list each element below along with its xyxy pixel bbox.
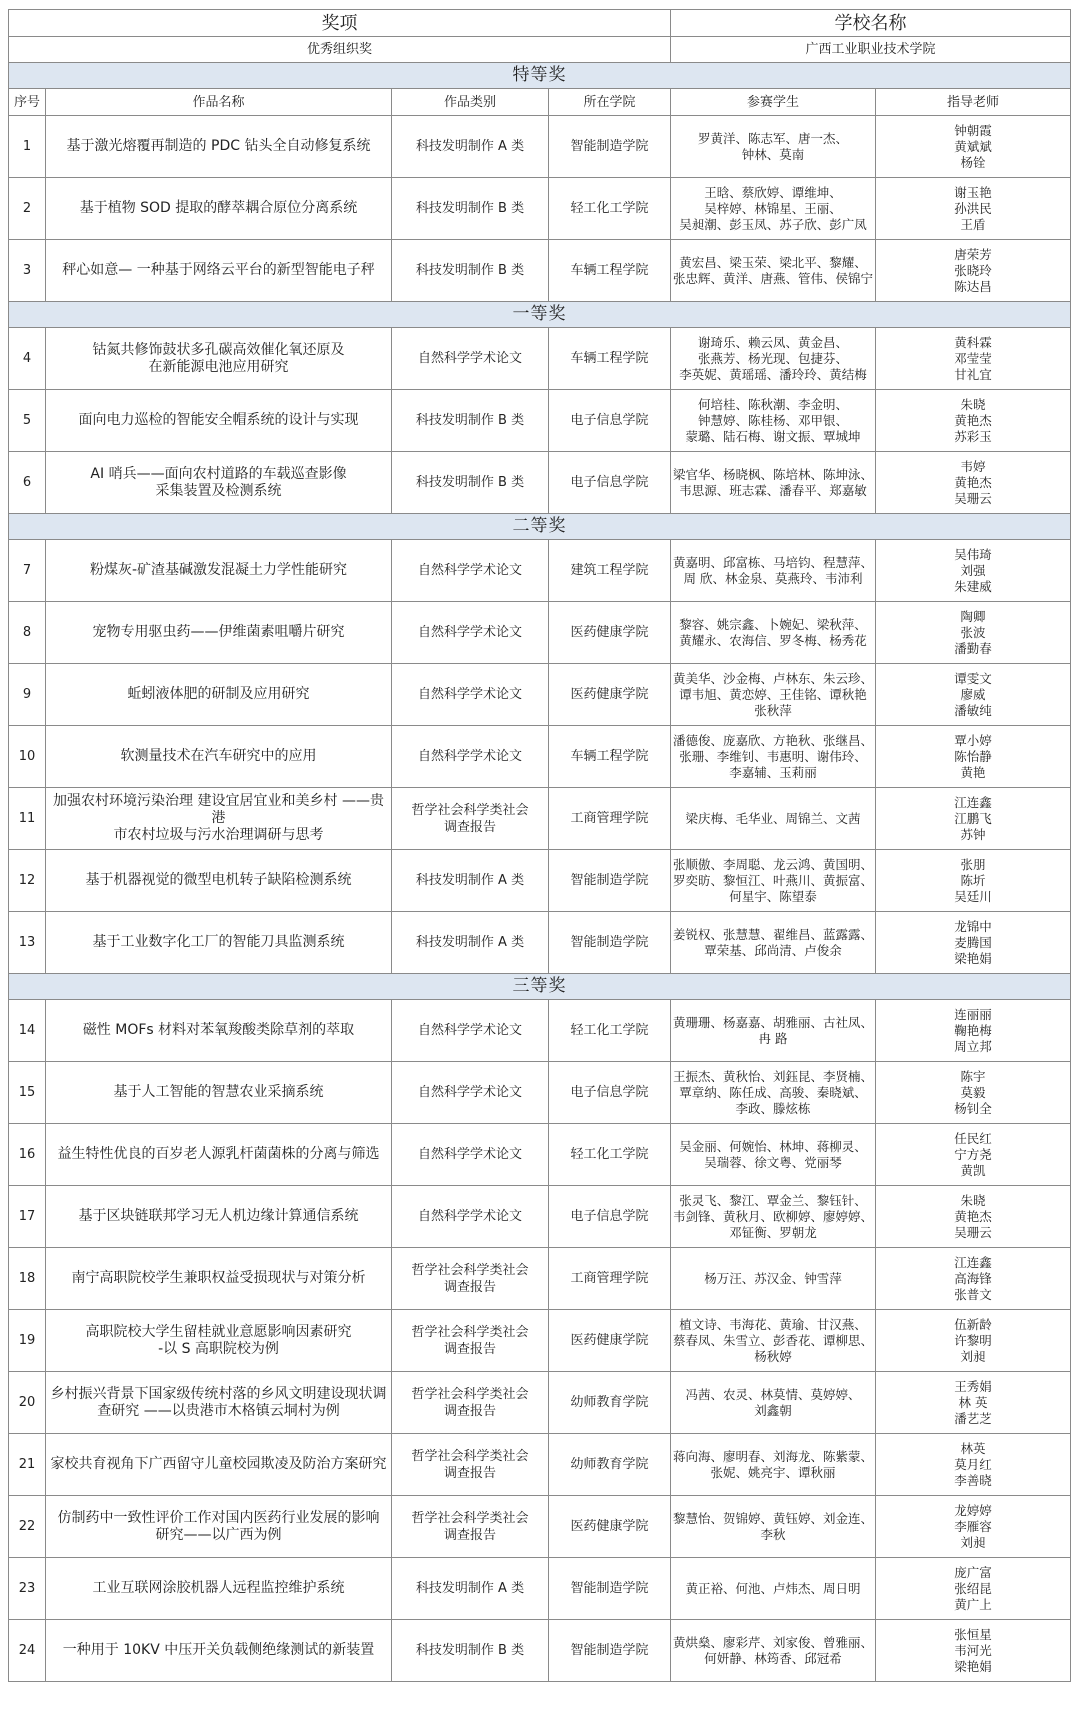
cell-teachers: 任民红 宁方尧 黄凯: [876, 1124, 1071, 1186]
table-row: [9, 1186, 1071, 1248]
cell-students: 何培桂、陈秋潮、李金明、 钟慧婷、陈桂杨、邓甲银、 蒙璐、陆石梅、谢文振、覃城坤: [671, 390, 876, 452]
award-label: 奖项: [9, 10, 671, 37]
cell-name: 基于工业数字化工厂的智能刀具监测系统: [46, 912, 392, 974]
cell-idx: 24: [9, 1620, 46, 1682]
table-row: [9, 452, 1071, 514]
cell-name: 软测量技术在汽车研究中的应用: [46, 726, 392, 788]
cell-idx: 3: [9, 240, 46, 302]
cell-teachers: 朱晓 黄艳杰 吴珊云: [876, 1186, 1071, 1248]
cell-name: 基于植物 SOD 提取的酵萃耦合原位分离系统: [46, 178, 392, 240]
cell-students: 黄正裕、何池、卢炜杰、周日明: [671, 1558, 876, 1620]
cell-type: 自然科学学术论文: [392, 1186, 549, 1248]
cell-idx: 18: [9, 1248, 46, 1310]
column-header-name: 作品名称: [46, 89, 392, 116]
table-row: [9, 1310, 1071, 1372]
cell-name: 高职院校大学生留桂就业意愿影响因素研究 -以 S 高职院校为例: [46, 1310, 392, 1372]
cell-school: 轻工化工学院: [549, 1124, 671, 1186]
cell-students: 黄珊珊、杨嘉嘉、胡雅丽、古社凤、 冉 路: [671, 1000, 876, 1062]
table-row: [9, 116, 1071, 178]
cell-name: 仿制药中一致性评价工作对国内医药行业发展的影响 研究——以广西为例: [46, 1496, 392, 1558]
section-header-row: [9, 302, 1071, 328]
cell-idx: 4: [9, 328, 46, 390]
table-row: [9, 912, 1071, 974]
column-header-students: 参赛学生: [671, 89, 876, 116]
cell-students: 植文诗、韦海花、黄瑜、甘汉燕、 蔡春凤、朱雪立、彭香花、谭柳思、 杨秋婷: [671, 1310, 876, 1372]
cell-type: 哲学社会科学类社会 调查报告: [392, 1310, 549, 1372]
cell-name: 基于区块链联邦学习无人机边缘计算通信系统: [46, 1186, 392, 1248]
cell-type: 自然科学学术论文: [392, 602, 549, 664]
cell-name: 蚯蚓液体肥的研制及应用研究: [46, 664, 392, 726]
cell-school: 工商管理学院: [549, 1248, 671, 1310]
cell-idx: 11: [9, 788, 46, 850]
cell-students: 王晗、蔡欣婷、谭维坤、 吴梓婷、林锦星、王丽、 吴昶潮、彭玉凤、苏子欣、彭广凤: [671, 178, 876, 240]
table-row: [9, 240, 1071, 302]
award-table: [8, 9, 1071, 1682]
cell-school: 医药健康学院: [549, 1310, 671, 1372]
cell-teachers: 覃小婷 陈怡静 黄艳: [876, 726, 1071, 788]
section-title: 二等奖: [9, 514, 1071, 540]
cell-type: 自然科学学术论文: [392, 1124, 549, 1186]
cell-students: 蒋向海、廖明春、刘海龙、陈紫蒙、 张妮、姚亮宇、谭秋丽: [671, 1434, 876, 1496]
cell-teachers: 林英 莫月红 李善晓: [876, 1434, 1071, 1496]
table-row: [9, 602, 1071, 664]
cell-name: 秤心如意— 一种基于网络云平台的新型智能电子秤: [46, 240, 392, 302]
cell-type: 科技发明制作 B 类: [392, 1620, 549, 1682]
award-value: 优秀组织奖: [9, 37, 671, 63]
cell-idx: 22: [9, 1496, 46, 1558]
header-row: [9, 10, 1071, 37]
cell-school: 轻工化工学院: [549, 1000, 671, 1062]
cell-teachers: 陈宇 莫毅 杨钊全: [876, 1062, 1071, 1124]
cell-school: 电子信息学院: [549, 452, 671, 514]
cell-name: 基于人工智能的智慧农业采摘系统: [46, 1062, 392, 1124]
cell-students: 罗黄洋、陈志军、唐一杰、 钟林、莫南: [671, 116, 876, 178]
cell-type: 哲学社会科学类社会 调查报告: [392, 1372, 549, 1434]
cell-name: 磁性 MOFs 材料对苯氧羧酸类除草剂的萃取: [46, 1000, 392, 1062]
cell-type: 科技发明制作 B 类: [392, 178, 549, 240]
cell-idx: 16: [9, 1124, 46, 1186]
cell-teachers: 龙锦中 麦腾国 梁艳娟: [876, 912, 1071, 974]
cell-school: 轻工化工学院: [549, 178, 671, 240]
cell-name: AI 哨兵——面向农村道路的车载巡查影像 采集装置及检测系统: [46, 452, 392, 514]
section-title: 特等奖: [9, 63, 1071, 89]
cell-students: 潘德俊、庞嘉欣、方艳秋、张继昌、 张珊、李维钊、韦惠明、谢伟玲、 李嘉辅、玉莉丽: [671, 726, 876, 788]
cell-name: 乡村振兴背景下国家级传统村落的乡风文明建设现状调 查研究 ——以贵港市木格镇云垌村为例: [46, 1372, 392, 1434]
cell-type: 科技发明制作 B 类: [392, 390, 549, 452]
cell-idx: 10: [9, 726, 46, 788]
column-header-row: [9, 89, 1071, 116]
cell-name: 家校共育视角下广西留守儿童校园欺凌及防治方案研究: [46, 1434, 392, 1496]
cell-idx: 15: [9, 1062, 46, 1124]
cell-type: 哲学社会科学类社会 调查报告: [392, 1434, 549, 1496]
cell-type: 科技发明制作 A 类: [392, 1558, 549, 1620]
cell-school: 智能制造学院: [549, 1558, 671, 1620]
table-row: [9, 390, 1071, 452]
cell-name: 粉煤灰-矿渣基碱激发混凝土力学性能研究: [46, 540, 392, 602]
cell-students: 黎容、姚宗鑫、卜婉妃、梁秋萍、 黄耀永、农海信、罗冬梅、杨秀花: [671, 602, 876, 664]
section-title: 一等奖: [9, 302, 1071, 328]
cell-students: 姜锐权、张慧慧、翟维昌、蓝露露、 覃荣基、邱尚清、卢俊余: [671, 912, 876, 974]
school-value: 广西工业职业技术学院: [671, 37, 1071, 63]
cell-teachers: 王秀娟 林 英 潘艺芝: [876, 1372, 1071, 1434]
cell-school: 幼师教育学院: [549, 1372, 671, 1434]
cell-teachers: 张朋 陈圻 吴廷川: [876, 850, 1071, 912]
cell-idx: 20: [9, 1372, 46, 1434]
section-title: 三等奖: [9, 974, 1071, 1000]
cell-idx: 23: [9, 1558, 46, 1620]
cell-name: 钴氮共修饰鼓状多孔碳高效催化氧还原及 在新能源电池应用研究: [46, 328, 392, 390]
cell-type: 科技发明制作 B 类: [392, 452, 549, 514]
column-header-teachers: 指导老师: [876, 89, 1071, 116]
header-value-row: [9, 37, 1071, 63]
cell-name: 宠物专用驱虫药——伊维菌素咀嚼片研究: [46, 602, 392, 664]
cell-type: 自然科学学术论文: [392, 1062, 549, 1124]
cell-school: 电子信息学院: [549, 1186, 671, 1248]
cell-idx: 9: [9, 664, 46, 726]
cell-name: 南宁高职院校学生兼职权益受损现状与对策分析: [46, 1248, 392, 1310]
table-row: [9, 1124, 1071, 1186]
cell-students: 黎慧怡、贺锦婷、黄钰婷、刘金连、 李秋: [671, 1496, 876, 1558]
cell-idx: 2: [9, 178, 46, 240]
cell-students: 黄嘉明、邱富栋、马培钧、程慧萍、 周 欣、林金泉、莫燕玲、韦沛利: [671, 540, 876, 602]
cell-type: 自然科学学术论文: [392, 540, 549, 602]
cell-teachers: 韦婷 黄艳杰 吴珊云: [876, 452, 1071, 514]
cell-teachers: 谢玉艳 孙洪民 王盾: [876, 178, 1071, 240]
section-header-row: [9, 974, 1071, 1000]
cell-type: 科技发明制作 B 类: [392, 240, 549, 302]
cell-idx: 21: [9, 1434, 46, 1496]
award-document: [8, 9, 1070, 1682]
cell-students: 张灵飞、黎江、覃金兰、黎钰针、 韦剑锋、黄秋月、欧柳婷、廖婷婷、 邓钲衡、罗朝龙: [671, 1186, 876, 1248]
table-row: [9, 328, 1071, 390]
cell-type: 自然科学学术论文: [392, 328, 549, 390]
table-row: [9, 1434, 1071, 1496]
school-label: 学校名称: [671, 10, 1071, 37]
cell-students: 冯茜、农灵、林莫情、莫婷婷、 刘鑫朝: [671, 1372, 876, 1434]
cell-teachers: 朱晓 黄艳杰 苏彩玉: [876, 390, 1071, 452]
cell-idx: 1: [9, 116, 46, 178]
cell-students: 黄宏昌、梁玉荣、梁北平、黎耀、 张忠辉、黄洋、唐燕、管伟、侯锦宁: [671, 240, 876, 302]
cell-school: 建筑工程学院: [549, 540, 671, 602]
cell-idx: 19: [9, 1310, 46, 1372]
cell-students: 谢琦乐、赖云凤、黄金昌、 张燕芳、杨光现、包捷芬、 李英妮、黄瑶瑶、潘玲玲、黄结梅: [671, 328, 876, 390]
cell-name: 面向电力巡检的智能安全帽系统的设计与实现: [46, 390, 392, 452]
cell-type: 科技发明制作 A 类: [392, 850, 549, 912]
table-row: [9, 1062, 1071, 1124]
cell-teachers: 庞广富 张绍昆 黄广上: [876, 1558, 1071, 1620]
cell-teachers: 陶卿 张波 潘勤春: [876, 602, 1071, 664]
cell-name: 基于激光熔覆再制造的 PDC 钻头全自动修复系统: [46, 116, 392, 178]
cell-idx: 8: [9, 602, 46, 664]
table-row: [9, 540, 1071, 602]
cell-name: 基于机器视觉的微型电机转子缺陷检测系统: [46, 850, 392, 912]
cell-idx: 14: [9, 1000, 46, 1062]
cell-school: 车辆工程学院: [549, 726, 671, 788]
section-header-row: [9, 514, 1071, 540]
cell-name: 一种用于 10KV 中压开关负载侧绝缘测试的新装置: [46, 1620, 392, 1682]
cell-teachers: 谭雯文 廖威 潘敏纯: [876, 664, 1071, 726]
cell-idx: 17: [9, 1186, 46, 1248]
cell-students: 黄烘燊、廖彩芹、刘家俊、曾雅丽、 何妍静、林筠香、邱冠希: [671, 1620, 876, 1682]
cell-school: 电子信息学院: [549, 1062, 671, 1124]
cell-teachers: 唐荣芳 张晓玲 陈达昌: [876, 240, 1071, 302]
cell-school: 医药健康学院: [549, 1496, 671, 1558]
cell-school: 智能制造学院: [549, 116, 671, 178]
cell-students: 王振杰、黄秋怡、刘鈺昆、李贤楠、 覃章纳、陈任成、高骏、秦晓斌、 李政、滕炫栋: [671, 1062, 876, 1124]
cell-idx: 5: [9, 390, 46, 452]
cell-idx: 12: [9, 850, 46, 912]
cell-type: 自然科学学术论文: [392, 1000, 549, 1062]
cell-idx: 7: [9, 540, 46, 602]
cell-type: 科技发明制作 A 类: [392, 116, 549, 178]
cell-type: 自然科学学术论文: [392, 726, 549, 788]
table-row: [9, 788, 1071, 850]
cell-teachers: 连丽丽 鞠艳梅 周立邦: [876, 1000, 1071, 1062]
cell-students: 梁官华、杨晓枫、陈培林、陈坤泳、 韦思源、班志霖、潘春平、郑嘉敏: [671, 452, 876, 514]
cell-teachers: 钟朝霞 黄斌斌 杨铨: [876, 116, 1071, 178]
column-header-type: 作品类别: [392, 89, 549, 116]
cell-teachers: 龙婷婷 李雁容 刘昶: [876, 1496, 1071, 1558]
cell-teachers: 张恒星 韦河光 梁艳娟: [876, 1620, 1071, 1682]
section-header-row: [9, 63, 1071, 89]
cell-idx: 13: [9, 912, 46, 974]
cell-idx: 6: [9, 452, 46, 514]
table-row: [9, 726, 1071, 788]
cell-type: 哲学社会科学类社会 调查报告: [392, 1248, 549, 1310]
table-row: [9, 1620, 1071, 1682]
table-row: [9, 1248, 1071, 1310]
column-header-idx: 序号: [9, 89, 46, 116]
cell-students: 黄美华、沙金梅、卢林东、朱云珍、 谭韦旭、黄恋婷、王佳铭、谭秋艳 张秋萍: [671, 664, 876, 726]
cell-name: 工业互联网涂胶机器人远程监控维护系统: [46, 1558, 392, 1620]
cell-type: 科技发明制作 A 类: [392, 912, 549, 974]
cell-school: 幼师教育学院: [549, 1434, 671, 1496]
table-row: [9, 850, 1071, 912]
cell-name: 益生特性优良的百岁老人源乳杆菌菌株的分离与筛选: [46, 1124, 392, 1186]
cell-teachers: 江连鑫 高海锋 张普文: [876, 1248, 1071, 1310]
table-row: [9, 1496, 1071, 1558]
cell-type: 哲学社会科学类社会 调查报告: [392, 788, 549, 850]
cell-school: 车辆工程学院: [549, 240, 671, 302]
cell-teachers: 伍新龄 许黎明 刘昶: [876, 1310, 1071, 1372]
cell-school: 智能制造学院: [549, 912, 671, 974]
cell-school: 医药健康学院: [549, 664, 671, 726]
cell-type: 自然科学学术论文: [392, 664, 549, 726]
cell-school: 工商管理学院: [549, 788, 671, 850]
cell-students: 吴金丽、何婉怡、林坤、蒋柳灵、 吴瑞蓉、徐文粤、党丽琴: [671, 1124, 876, 1186]
table-row: [9, 1372, 1071, 1434]
cell-school: 电子信息学院: [549, 390, 671, 452]
table-row: [9, 1000, 1071, 1062]
cell-school: 智能制造学院: [549, 850, 671, 912]
cell-teachers: 吴伟琦 刘强 朱建威: [876, 540, 1071, 602]
cell-students: 梁庆梅、毛华业、周锦兰、文茜: [671, 788, 876, 850]
cell-teachers: 江连鑫 江鹏飞 苏钟: [876, 788, 1071, 850]
cell-school: 车辆工程学院: [549, 328, 671, 390]
cell-school: 医药健康学院: [549, 602, 671, 664]
table-row: [9, 178, 1071, 240]
cell-type: 哲学社会科学类社会 调查报告: [392, 1496, 549, 1558]
cell-school: 智能制造学院: [549, 1620, 671, 1682]
cell-students: 杨万汪、苏汉金、钟雪萍: [671, 1248, 876, 1310]
table-row: [9, 1558, 1071, 1620]
table-row: [9, 664, 1071, 726]
cell-name: 加强农村环境污染治理 建设宜居宜业和美乡村 ——贵港 市农村垃圾与污水治理调研与思考: [46, 788, 392, 850]
cell-teachers: 黄科霖 邓莹莹 甘礼宜: [876, 328, 1071, 390]
cell-students: 张顺傲、李周聪、龙云鸿、黄国明、 罗奕昉、黎恒江、叶燕川、黄振富、 何星宇、陈望泰: [671, 850, 876, 912]
column-header-school: 所在学院: [549, 89, 671, 116]
